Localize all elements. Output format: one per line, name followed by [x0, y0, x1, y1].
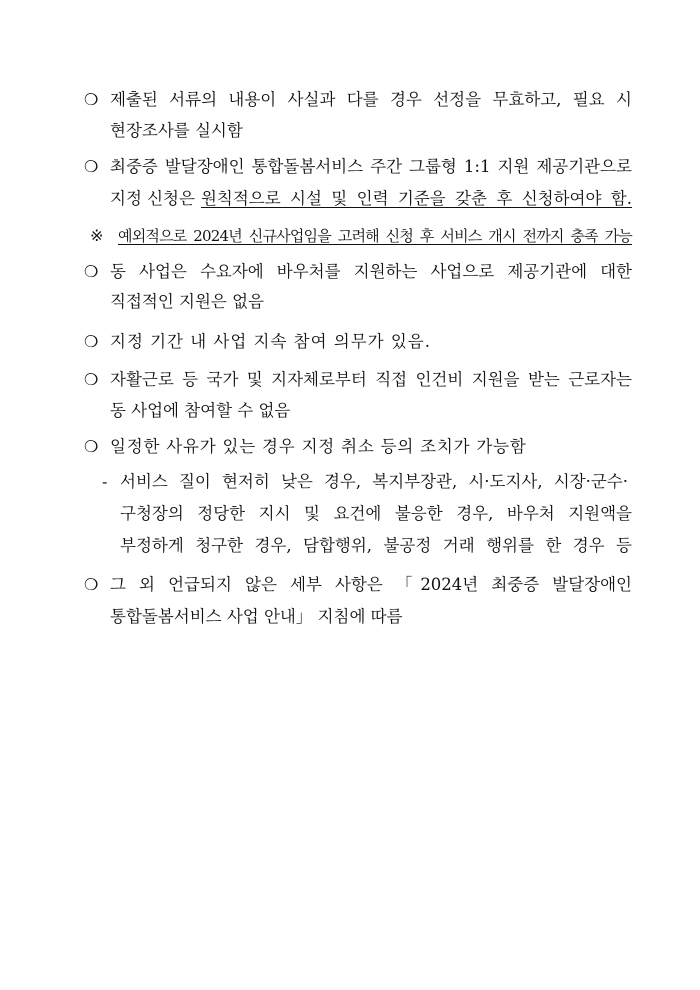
underlined-text: 원칙적으로 시설 및 인력 기준을 갖춘 후 신청하여야 함. [200, 189, 632, 208]
text-line: 제출된 서류의 내용이 사실과 다를 경우 선정을 무효하고, 필요 시 [110, 90, 632, 109]
text-line: 자활근로 등 국가 및 지자체로부터 직접 인건비 지원을 받는 근로자는 [110, 370, 632, 389]
dash-bullet-icon: - [102, 472, 108, 491]
text-line: 직접적인 지원은 없음 [110, 292, 264, 311]
circle-bullet-icon: ❍ [84, 157, 99, 176]
text-line: 부정하게 청구한 경우, 담합행위, 불공정 거래 행위를 한 경우 등 [120, 536, 632, 555]
text-line [110, 189, 632, 209]
circle-bullet-icon: ❍ [84, 370, 99, 389]
text-line: 그 외 언급되지 않은 세부 사항은 「2024년 최중증 발달장애인 [110, 575, 632, 594]
text-line: 구청장의 정당한 지시 및 요건에 불응한 경우, 바우처 지원액을 [120, 504, 632, 523]
note-line [118, 226, 632, 246]
text-line: 일정한 사유가 있는 경우 지정 취소 등의 조치가 가능함 [110, 437, 527, 456]
text-line: 통합돌봄서비스 사업 안내」 지침에 따름 [110, 607, 403, 626]
text-line: 현장조사를 실시함 [110, 121, 243, 140]
text-line: 동 사업에 참여할 수 없음 [110, 401, 291, 420]
underlined-text: 예외적으로 2024년 신규사업임을 고려해 신청 후 서비스 개시 전까지 충족 가능 [118, 227, 632, 245]
circle-bullet-icon: ❍ [84, 262, 99, 281]
note-mark-icon: ※ [90, 226, 104, 245]
circle-bullet-icon: ❍ [84, 90, 99, 109]
circle-bullet-icon: ❍ [84, 437, 99, 456]
circle-bullet-icon: ❍ [84, 575, 99, 594]
text-line: 지정 기간 내 사업 지속 참여 의무가 있음. [110, 332, 431, 351]
text-line: 최중증 발달장애인 통합돌봄서비스 주간 그룹형 1:1 지원 제공기관으로 [110, 157, 632, 176]
text-line: 동 사업은 수요자에 바우처를 지원하는 사업으로 제공기관에 대한 [110, 262, 632, 281]
circle-bullet-icon: ❍ [84, 332, 99, 351]
text-line: 서비스 질이 현저히 낮은 경우, 복지부장관, 시·도지사, 시장·군수· [120, 472, 628, 491]
text-span: 지정 신청은 [110, 189, 195, 208]
